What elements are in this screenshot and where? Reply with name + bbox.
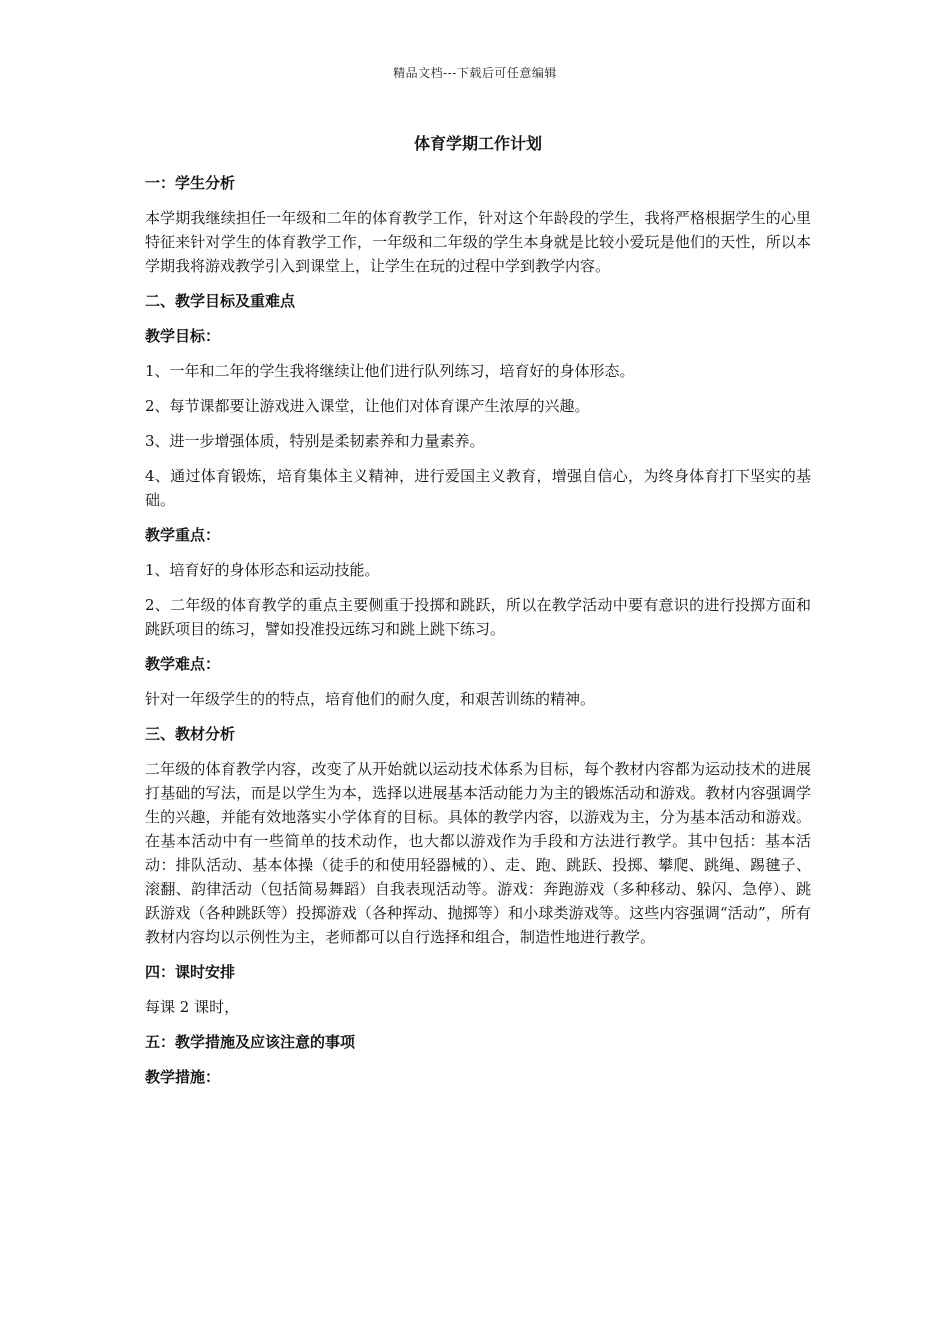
section-heading: 四：课时安排: [145, 963, 236, 981]
section-heading: 教学措施：: [145, 1068, 221, 1086]
paragraph: 二年级的体育教学内容，改变了从开始就以运动技术体系为目标，每个教材内容都为运动技术的进展打基础的写法，而是以学生为本，选择以进展基本活动能力为主的锻炼活动和游戏。教材内容强调学生的兴趣，并能有效地落实小学体育的目标。具体的教学内容，以游戏为主，分为基本活动和游戏。在基本活动中有一些简单的技术动作，也大都以游戏作为手段和方法进行教学。其中包括：基本活动：排队活动、基本体操（徒手的和使用轻器械的）、走、跑、跳跃、投掷、攀爬、跳绳、踢毽子、滚翻、韵律活动（包括简易舞蹈）自我表现活动等。游戏：奔跑游戏（多种移动、躲闪、急停）、跳跃游戏（各种跳跃等）投掷游戏（各种挥动、抛掷等）和小球类游戏等。这些内容强调“活动”，所有教材内容均以示例性为主，老师都可以自行选择和组合，制造性地进行教学。: [145, 760, 811, 946]
section-heading: 一：学生分析: [145, 174, 236, 192]
section-heading: 五：教学措施及应该注意的事项: [145, 1033, 356, 1051]
section-heading: 三、教材分析: [145, 725, 236, 743]
section-heading: 教学难点：: [145, 655, 221, 673]
paragraph: 2、二年级的体育教学的重点主要侧重于投掷和跳跃，所以在教学活动中要有意识的进行投掷方面和跳跃项目的练习，譬如投准投远练习和跳上跳下练习。: [145, 596, 811, 638]
paragraph: 1、一年和二年的学生我将继续让他们进行队列练习，培育好的身体形态。: [145, 362, 635, 380]
page-header: 精品文档---下载后可任意编辑: [393, 66, 557, 80]
paragraph: 针对一年级学生的的特点，培育他们的耐久度，和艰苦训练的精神。: [145, 690, 596, 708]
document-body: [145, 132, 811, 1100]
document-blocks: [145, 171, 811, 1089]
paragraph: 本学期我继续担任一年级和二年的体育教学工作，针对这个年龄段的学生，我将严格根据学生的心里特征来针对学生的体育教学工作，一年级和二年级的学生本身就是比较小爱玩是他们的天性，所以本学期我将游戏教学引入到课堂上，让学生在玩的过程中学到教学内容。: [145, 209, 811, 275]
paragraph: 每课 2 课时，: [145, 998, 240, 1016]
paragraph: 4、通过体育锻炼，培育集体主义精神，进行爱国主义教育，增强自信心，为终身体育打下坚实的基础。: [145, 467, 811, 509]
section-heading: 教学目标：: [145, 327, 221, 345]
paragraph: 3、进一步增强体质，特别是柔韧素养和力量素养。: [145, 432, 485, 450]
section-heading: 二、教学目标及重难点: [145, 292, 296, 310]
paragraph: 2、每节课都要让游戏进入课堂，让他们对体育课产生浓厚的兴趣。: [145, 397, 590, 415]
document-title: 体育学期工作计划: [413, 134, 542, 153]
section-heading: 教学重点：: [145, 526, 221, 544]
paragraph: 1、培育好的身体形态和运动技能。: [145, 561, 380, 579]
